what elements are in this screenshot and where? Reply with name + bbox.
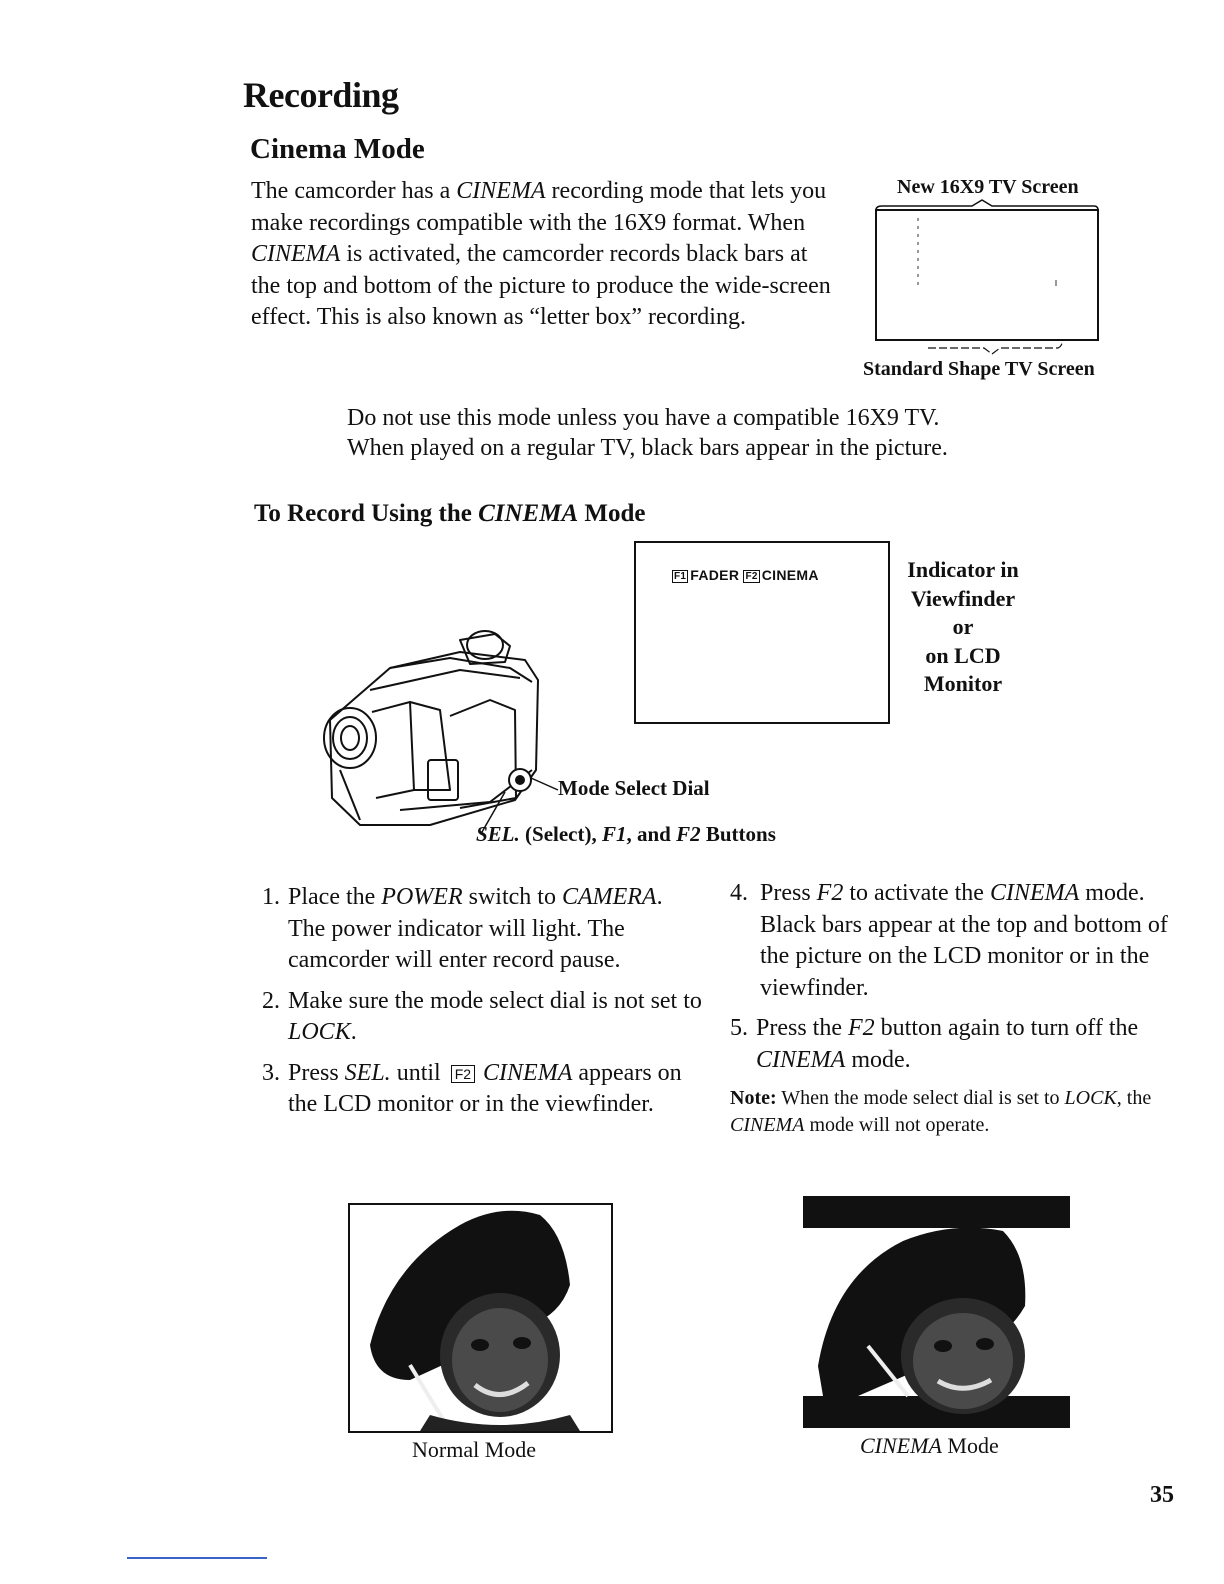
footer-rule (127, 1557, 267, 1559)
mode-select-dial-label: Mode Select Dial (558, 776, 710, 800)
child-portrait-letterbox-image (803, 1196, 1070, 1428)
cinema-mode-caption: CINEMA Mode (860, 1433, 999, 1458)
child-portrait-image (350, 1205, 611, 1431)
steps-left-column (262, 882, 702, 1130)
indicator-label: Indicator in Viewfinder or on LCD Monitor (907, 557, 1019, 696)
tv-standard-label: Standard Shape TV Screen (863, 358, 1095, 380)
page-number: 35 (1150, 1482, 1174, 1508)
f1-key-icon: F1 (674, 571, 687, 582)
step-4: 4. Press F2 to activate the CINEMA mode. Black bars appear at the top and bottom of the picture on the LCD monitor or in the viewfinder. (730, 880, 1168, 1001)
viewfinder-indicator-text: F1 FADER F2 CINEMA (674, 567, 819, 583)
intro-paragraph: The camcorder has a CINEMA recording mode that lets you make recordings compatible with the 16X9 format. When CINEMA is activated, the camcorder records black bars at the top and bottom of the picture to produce the wide-screen effect. This is also known as “letter box” recording. (251, 178, 831, 330)
step-1: 1. Place the POWER switch to CAMERA. The power indicator will light. The camcorder will enter record pause. (262, 884, 663, 973)
caution-text: Do not use this mode unless you have a compatible 16X9 TV. When played on a regular TV, black bars appear in the picture. (347, 405, 948, 461)
tv-16x9-label: New 16X9 TV Screen (897, 176, 1079, 198)
normal-mode-caption: Normal Mode (412, 1437, 537, 1462)
tv-screen-diagram (872, 196, 1104, 360)
note: Note: When the mode select dial is set to LOCK, the CINEMA mode will not operate. (730, 1087, 1152, 1136)
f2-key-icon: F2 (745, 571, 758, 582)
sel-buttons-label: SEL. (Select), F1, and F2 Buttons (476, 822, 776, 846)
section-title: Recording (243, 75, 399, 115)
normal-mode-photo (348, 1203, 613, 1433)
procedure-heading: To Record Using the CINEMA Mode (254, 500, 646, 527)
camcorder-illustration (310, 620, 570, 840)
subsection-title: Cinema Mode (250, 133, 425, 165)
step-2: 2. Make sure the mode select dial is not set to LOCK. (262, 987, 702, 1045)
steps-right-column (730, 878, 1170, 1139)
step-5: 5. Press the F2 button again to turn off the CINEMA mode. (730, 1015, 1139, 1073)
step-3: 3. Press SEL. until F2 CINEMA appears on the LCD monitor or in the viewfinder. (262, 1059, 682, 1117)
cinema-mode-photo (803, 1196, 1070, 1428)
f2-key-icon: F2 (451, 1065, 475, 1083)
